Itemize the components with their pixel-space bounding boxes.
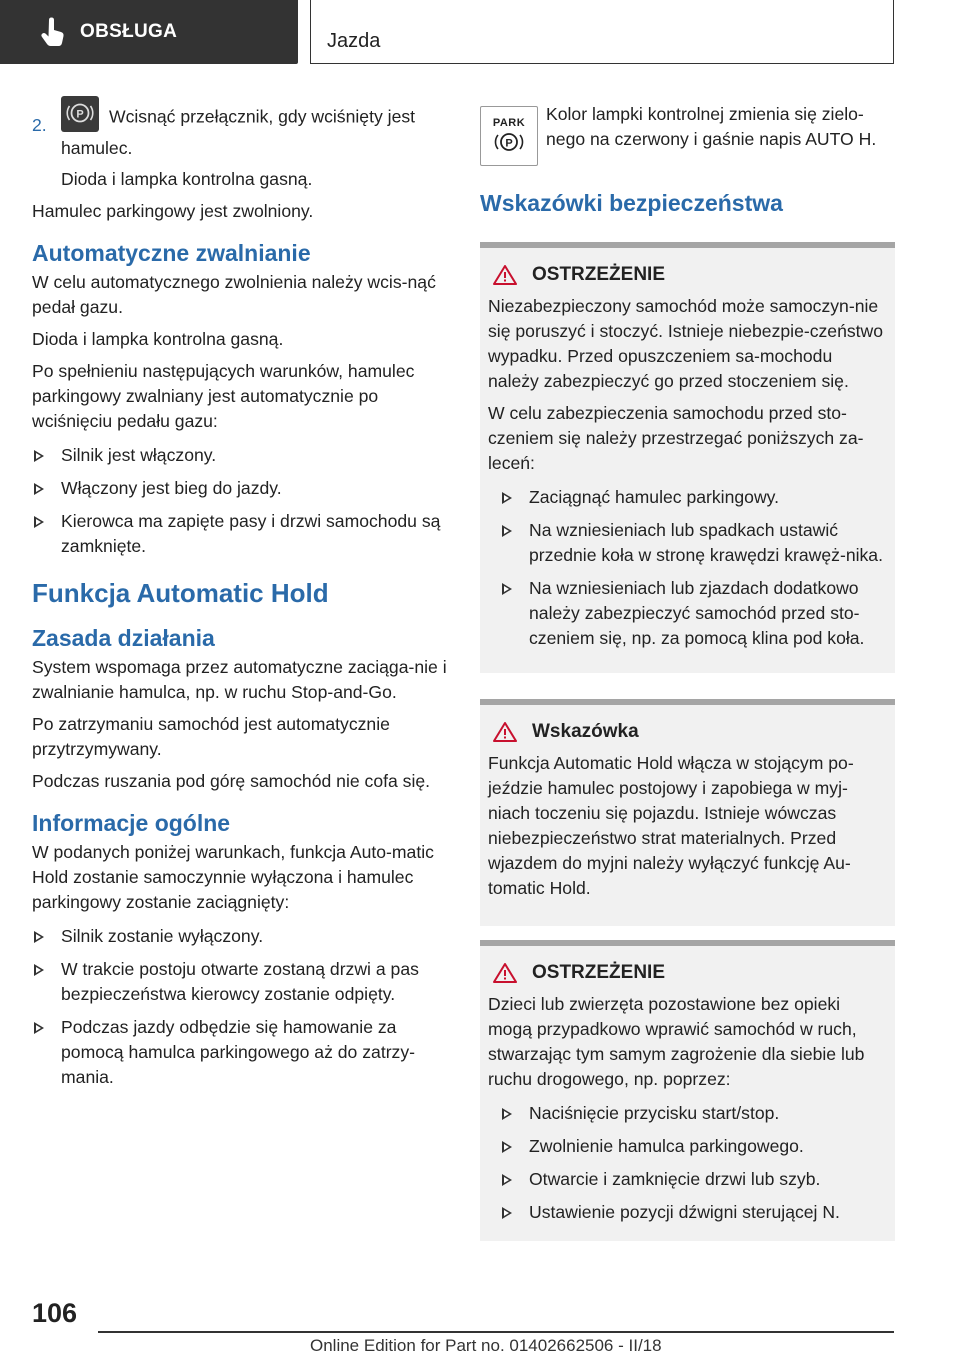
auto-release-p1: W celu automatycznego zwolnienia należy wcis-nąć pedał gazu. [32,272,436,317]
triangle-bullet-icon [502,1207,512,1219]
triangle-bullet-icon [34,483,44,495]
note-triangle-icon [492,721,518,743]
safety-heading: Wskazówki bezpieczeństwa [480,190,783,216]
step-2 [32,100,452,161]
park-indicator-icon: PARK P [480,106,538,166]
chapter-title: OBSŁUGA [80,21,178,42]
auto-release-p2: Dioda i lampka kontrolna gasną. [32,329,284,349]
warning-triangle-icon [492,962,518,984]
park-indicator-text: Kolor lampki kontrolnej zmienia się zielo-nego na czerwony i gaśnie napis AUTO H. [546,104,877,149]
principle-p3: Podczas ruszania pod górę samochód nie cofa się. [32,771,431,791]
right-column [480,106,895,1241]
general-p1: W podanych poniżej warunkach, funkcja Auto-matic Hold zostanie samoczynnie wyłączona i hamulec parkingowy zostanie zaciągnięty: [32,842,434,912]
triangle-bullet-icon [34,450,44,462]
triangle-bullet-icon [34,964,44,976]
triangle-bullet-icon [34,931,44,943]
page-number: 106 [32,1298,78,1328]
warning-p1: Dzieci lub zwierzęta pozostawione bez opieki mogą przypadkowo wprawić samochód w ruch, stwarzając tym samym zagrożenie dla siebie lub ruchu drogowego, np. poprzez: [488,994,865,1089]
triangle-bullet-icon [502,492,512,504]
chapter-tab[interactable] [0,0,298,64]
warning-title: OSTRZEŻENIE [532,962,666,983]
left-column [32,100,452,1098]
parking-brake-switch-icon [61,96,99,132]
list-item: Naciśnięcie przycisku start/stop. [500,1101,885,1126]
triangle-bullet-icon [34,516,44,528]
list-item: Na wzniesieniach lub zjazdach dodatkowo należy zabezpieczyć samochód przed sto-czeniem się, np. za pomocą klina pod koła. [500,576,885,651]
step-number: 2. [32,115,47,135]
list-item: Zwolnienie hamulca parkingowego. [500,1134,885,1159]
warning-p2: W celu zabezpieczenia samochodu przed sto-czeniem się należy przestrzegać poniższych za-leceń: [488,403,864,473]
section-tab[interactable] [310,0,894,64]
list-item: W trakcie postoju otwarte zostaną drzwi a pas bezpieczeństwa kierowcy zostanie odpięty. [32,957,452,1007]
auto-release-p3: Po spełnieniu następujących warunków, hamulec parkingowy zwalniany jest automatycznie po wciśnięciu pedału gazu: [32,361,415,431]
list-item: Włączony jest bieg do jazdy. [32,476,452,501]
list-item: Silnik jest włączony. [32,443,452,468]
released-text: Hamulec parkingowy jest zwolniony. [32,201,314,221]
note-box [480,699,895,926]
triangle-bullet-icon [502,1141,512,1153]
parking-brake-symbol-icon [489,129,529,155]
list-item: Podczas jazdy odbędzie się hamowanie za pomocą hamulca parkingowego aż do zatrzy-mania. [32,1015,452,1090]
list-item: Zaciągnąć hamulec parkingowy. [500,485,885,510]
principle-p1: System wspomaga przez automatyczne zaciąga-nie i zwalnianie hamulca, np. w ruchu Stop-and-Go. [32,657,447,702]
edition-text: Online Edition for Part no. 01402662506 - II/18 [310,1336,662,1355]
autohold-heading: Funkcja Automatic Hold [32,578,329,608]
step-text: Wcisnąć przełącznik, gdy wciśnięty jest hamulec. [61,106,416,158]
warning-box-1 [480,242,895,673]
note-title: Wskazówka [532,721,639,742]
triangle-bullet-icon [502,525,512,537]
warning-box-2 [480,940,895,1241]
svg-text:P: P [76,108,84,121]
triangle-bullet-icon [502,1108,512,1120]
principle-heading: Zasada działania [32,625,215,651]
list-item: Kierowca ma zapięte pasy i drzwi samochodu są zamknięte. [32,509,452,559]
park-indicator-row [480,106,895,166]
svg-text:P: P [505,137,513,150]
auto-release-heading: Automatyczne zwalnianie [32,240,311,266]
footer-divider [98,1331,894,1333]
triangle-bullet-icon [502,1174,512,1186]
warning-p1: Niezabezpieczony samochód może samoczyn-nie się poruszyć i stoczyć. Istnieje niebezpie-czeństwo wypadku. Przed opuszczeniem sa-mochodu należy zabezpieczyć go przed stoczeniem się. [488,296,884,391]
note-p1: Funkcja Automatic Hold włącza w stojącym po-jeździe hamulec postojowy i zapobiega w myj-niach toczeniu się pojazdu. Istnieje wówczas niebezpieczeństwo strat materialnych. Przed wjazdem do myjni należy wyłączyć funkcję Au-tomatic Hold. [488,753,854,898]
list-item: Silnik zostanie wyłączony. [32,924,452,949]
step-result: Dioda i lampka kontrolna gasną. [61,169,313,189]
triangle-bullet-icon [502,583,512,595]
list-item: Ustawienie pozycji dźwigni sterującej N. [500,1200,885,1225]
section-title: Jazda [327,30,381,52]
list-item: Na wzniesieniach lub spadkach ustawić przednie koła w stronę krawędzi krawęż-nika. [500,518,885,568]
principle-p2: Po zatrzymaniu samochód jest automatycznie przytrzymywany. [32,714,390,759]
warning-triangle-icon [492,264,518,286]
triangle-bullet-icon [34,1022,44,1034]
hand-pointer-icon [40,17,66,47]
page-header [0,0,960,66]
general-heading: Informacje ogólne [32,810,231,836]
warning-title: OSTRZEŻENIE [532,264,666,285]
list-item: Otwarcie i zamknięcie drzwi lub szyb. [500,1167,885,1192]
